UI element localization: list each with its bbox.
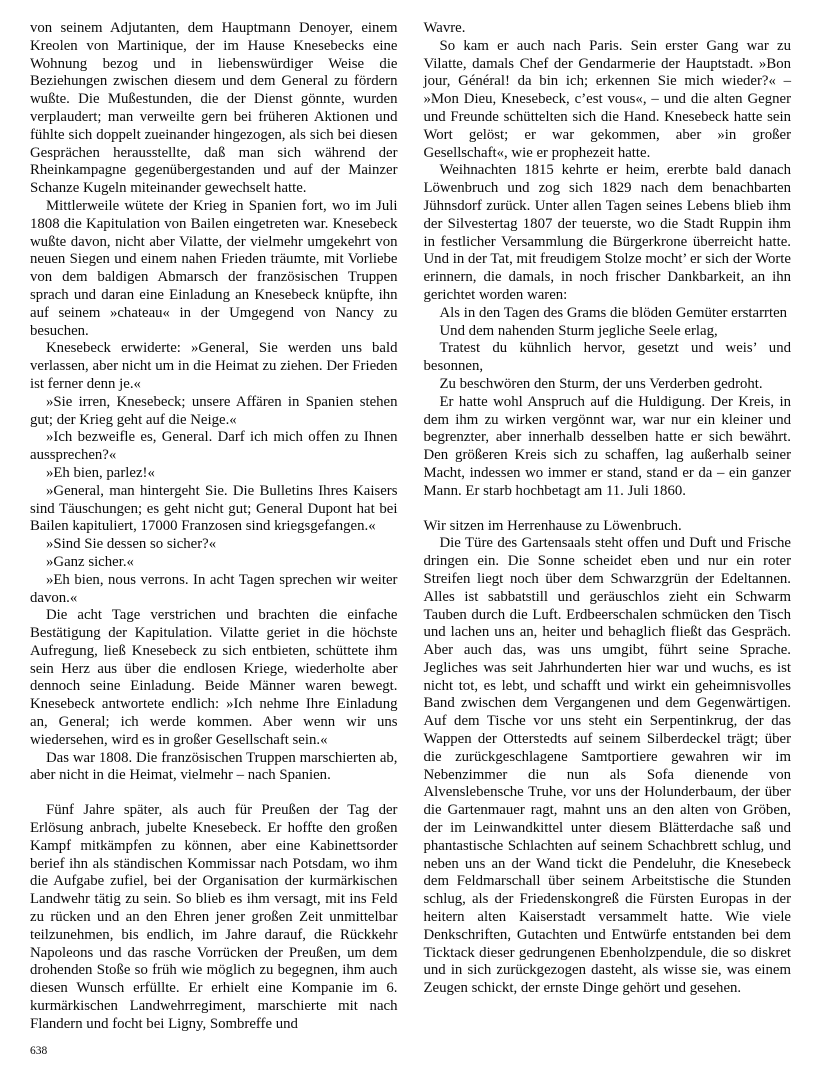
paragraph: »Ganz sicher.« [46, 553, 134, 570]
verse-line: Als in den Tagen des Grams die blöden Gemüter erstarrten [439, 304, 788, 321]
verse-line: Zu beschwören den Sturm, der uns Verderben gedroht. [439, 375, 763, 392]
paragraph: Das war 1808. Die französischen Truppen marschierten ab, aber nicht in die Heimat, vielmehr – nach Spanien. [30, 749, 398, 784]
paragraph: Mittlerweile wütete der Krieg in Spanien fort, wo im Juli 1808 die Kapitulation von Bailen eingetreten war. Knesebeck wußte davon, nicht aber Vilatte, der vielmehr umgekehrt von neuen Siegen und einem nahen Frieden träumte, mit Vorliebe von dem baldigen Abmarsch der französischen Truppen sprach und daran eine Einladung an Knesebeck knüpfte, ihn auf seinem »chateau« in der Umgegend von Nancy zu besuchen. [30, 197, 398, 339]
paragraph: »Eh bien, parlez!« [46, 464, 155, 481]
verse-line: Tratest du kühnlich hervor, gesetzt und weis’ und besonnen, [423, 340, 791, 375]
paragraph: »Ich bezweifle es, General. Darf ich mich offen zu Ihnen aussprechen?« [30, 429, 398, 464]
paragraph: Er hatte wohl Anspruch auf die Huldigung. Der Kreis, in dem ihm zu wirken vergönnt war, war nur ein kleiner und begrenzter, aber innerhalb desselben hatte er sich bewährt. Den größeren Kreis sich zu schaffen, lag außerhalb seiner Macht, indessen wo immer er stand, stand er da – ein ganzer Mann. Er starb hochbetagt am 11. Juli 1860. [423, 393, 791, 499]
left-column [30, 20, 398, 1034]
paragraph: »General, man hintergeht Sie. Die Bulletins Ihres Kaisers sind Täuschungen; es geht nicht gut; General Dupont hat bei Bailen kapituliert, 17000 Franzosen sind kriegsgefangen.« [30, 482, 398, 535]
paragraph: Die Türe des Gartensaals steht offen und Duft und Frische dringen ein. Die Sonne scheidet eben und nur ein roter Streifen liegt noch über dem Schwarzgrün der Edeltannen. Alles ist sabbatstill und geräuschlos zieht ein Schwarm Tauben durch die Luft. Erdbeerschalen schmücken den Tisch und lachen uns an, heiter und behaglich fließt das Gespräch. Aber auch das, was uns umgibt, führt seine Sprache. Jegliches was seit Jahrhunderten hier war und wuchs, es ist nicht tot, es lebt, und schafft und wirkt ein geheimnisvolles Band zwischen dem Vergangenen und dem Gegenwärtigen. Auf dem Tische vor uns steht ein Serpentinkrug, der das Wappen der Otterstedts auf seinem Silberdeckel trägt; über die zurückgeschlagene Samtportiere gewahren wir im Nebenzimmer die nun als Sofa dienende von Alvenslebensche Truhe, vor uns der Holunderbaum, der über die Gartenmauer ragt, mahnt uns an den alten von Gröben, der im Leinwandkittel unter diesem Blätterdache saß und phantastische Schlachten auf seinem Schachbrett schlug, und neben uns an der Wand tickt die Pendeluhr, die Knesebeck dem Feldmarschall über seinem Arbeitstische die Stunden schlug, als der Friedenskongreß die Fürsten Europas in der heitern alten Kaiserstadt versammelt hatte. Wie viele Denkschriften, Gutachten und Entwürfe entstanden bei dem Ticktack dieser gedrungenen Ebenholzpendule, die so diskret und in sich zurückgezogen dasteht, als wisse sie, was einem Zeugen schickt, der ernste Dinge gehört und gesehen. [423, 535, 791, 997]
right-column [424, 20, 792, 1034]
paragraph: Weihnachten 1815 kehrte er heim, ererbte bald danach Löwenbruch und zog sich 1829 nach dem benachbarten Jühnsdorf zurück. Unter allen Tagen seines Lebens blieb ihm der Silvestertag 1807 der teuerste, wo die Stadt Ruppin ihm in festlicher Versammlung die Bürgerkrone überreicht hatte. Und in der Tat, mit freudigem Stolze mocht’ er sich der Worte erinnern, die damals, in noch frischer Dankbarkeit, an ihn gerichtet worden waren: [423, 162, 791, 303]
paragraph: Wavre. [423, 20, 466, 36]
paragraph: So kam er auch nach Paris. Sein erster Gang war zu Vilatte, damals Chef der Gendarmerie der Hauptstadt. »Bon jour, Général! da bin ich; erkennen Sie mich wieder?« – »Mon Dieu, Knesebeck, c’est vous«, – und die alten Gegner und Freunde schüttelten sich die Hand. Knesebeck hatte sein Wort gelöst; er war gekommen, aber »in großer Gesellschaft«, wie er prophezeit hatte. [423, 37, 791, 161]
paragraph: Die acht Tage verstrichen und brachten die einfache Bestätigung der Kapitulation. Vilatte geriet in die höchste Aufregung, ließ Knesebeck zu sich entbieten, schüttete ihm sein Herz aus über die endlosen Kriege, wiederholte aber dennoch seine Einladung. Beide Männer waren bewegt. Knesebeck antwortete endlich: »Ich nehme Ihre Einladung an, General; ich werde kommen. Aber wenn wir uns wiedersehen, wird es in großer Gesellschaft sein.« [30, 607, 398, 748]
text-columns [30, 20, 791, 1034]
page-number: 638 [30, 1045, 48, 1057]
paragraph: »Sie irren, Knesebeck; unsere Affären in Spanien stehen gut; der Krieg geht auf die Neige.« [30, 393, 398, 428]
paragraph: Knesebeck erwiderte: »General, Sie werden uns bald verlassen, aber nicht um in die Heimat zu ziehen. Der Frieden ist ferner denn je.« [30, 340, 398, 392]
paragraph: Wir sitzen im Herrenhause zu Löwenbruch. [423, 517, 682, 534]
verse-line: Und dem nahenden Sturm jegliche Seele erlag, [439, 322, 718, 339]
paragraph: Fünf Jahre später, als auch für Preußen der Tag der Erlösung anbrach, jubelte Knesebeck. Er hoffte den großen Kampf mitkämpfen zu können, aber eine Kabinettsorder berief ihn als ständischen Kommissar nach Potsdam, wo ihm die Aufgabe zufiel, bei der Organisation der kurmärkischen Landwehr tätig zu sein. So blieb es ihm versagt, mit ins Feld zu rücken und an den Ehren jener großen Zeit unmittelbar teilzunehmen, bis endlich, im Jahre darauf, die Rückkehr Napoleons und das rasche Vorrücken der Preußen, um dem drohenden Stoße so früh wie möglich zu begegnen, ihm auch diesen Wunsch erfüllte. Er erhielt eine Kompanie im 6. kurmärkischen Landwehrregiment, marschierte mit nach Flandern und focht bei Ligny, Sombreffe und [30, 802, 398, 1032]
paragraph: »Sind Sie dessen so sicher?« [46, 536, 217, 553]
paragraph: von seinem Adjutanten, dem Hauptmann Denoyer, einem Kreolen von Martinique, der im Hause Knesebecks eine Wohnung bezog und in liebenswürdiger Weise die Beziehungen zwischen diesem und dem General zu fördern wußte. Die Mußestunden, die der Dienst gönnte, wurden verplaudert; man verweilte gern bei früheren Aktionen und fühlte sich doppelt zueinander hingezogen, als sich bei diesen Gesprächen herausstellte, daß man sich während der Rheinkampagne gegenübergestanden und auf der Mainzer Schanze Kugeln miteinander gewechselt hatte. [30, 20, 398, 197]
paragraph: »Eh bien, nous verrons. In acht Tagen sprechen wir weiter davon.« [30, 571, 398, 606]
